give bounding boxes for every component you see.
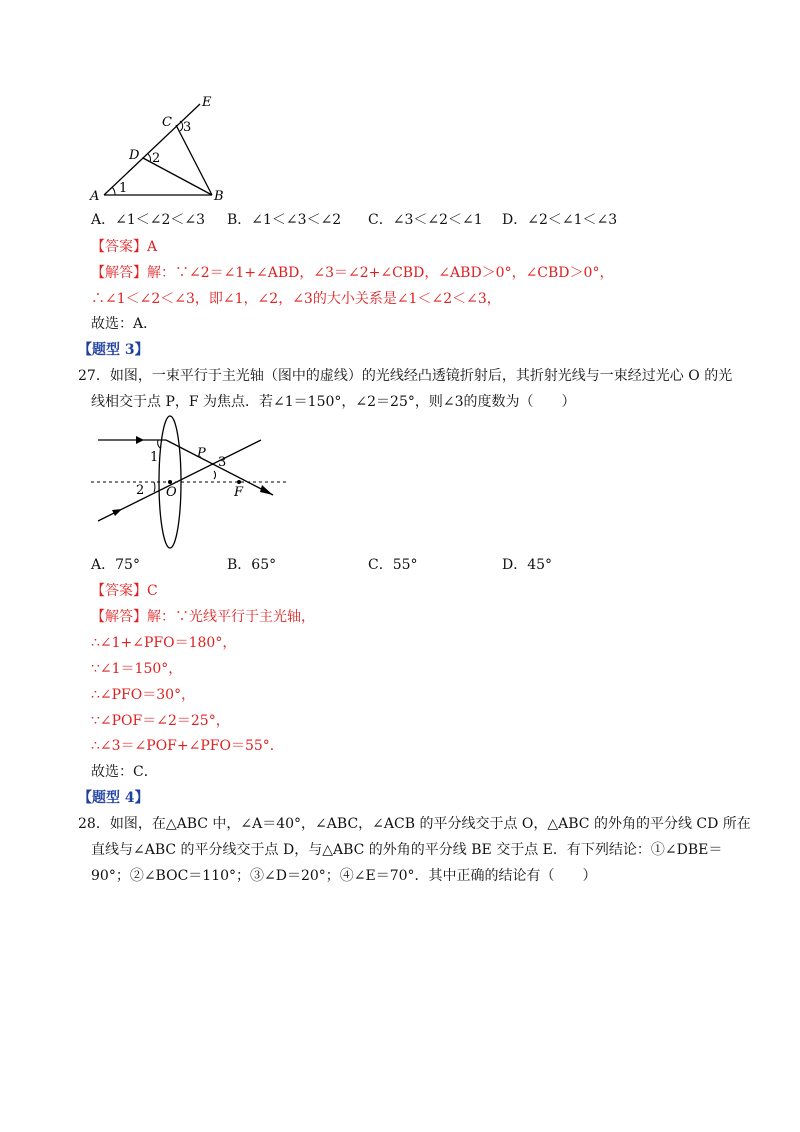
label-F: F [234,485,244,500]
label-D: D [129,148,140,163]
point-O [168,480,172,484]
q27-text-line-1: 27．如图，一束平行于主光轴（图中的虚线）的光线经凸透镜折射后，其折射光线与一束经过光心 O 的光 [78,368,733,384]
label-2: 2 [136,483,145,498]
q26-option-a: A．∠1＜∠2＜∠3 [91,212,206,228]
arrow-center-ray [112,509,122,516]
q27-option-b: B．65° [227,557,277,573]
section-heading-3: 【题型 3】 [78,342,149,358]
q26-answer: 【答案】A [91,239,158,255]
label-P: P [197,446,206,461]
q27-option-a: A．75° [91,557,140,573]
angle-arc-2 [154,482,155,492]
point-F [237,480,241,484]
label-B: B [214,189,224,204]
line-CB [176,125,212,195]
arrow-refracted [260,485,273,495]
label-E: E [202,95,212,110]
label-A: A [90,189,100,204]
q27-solution-line-3: ∵∠1＝150°， [91,661,183,677]
label-3: 3 [183,120,192,135]
label-3: 3 [218,455,227,470]
label-2: 2 [152,151,161,166]
q27-solution-line-6: ∴∠3＝∠POF+∠PFO＝55°． [91,738,284,754]
q26-solution-line-2: ∴∠1＜∠2＜∠3，即∠1，∠2，∠3的大小关系是∠1＜∠2＜∠3， [91,291,501,307]
label-1: 1 [119,181,128,196]
q28-text-line-2: 直线与∠ABC 的平分线交于点 D，与△ABC 的外角的平分线 BE 交于点 E．有下列结论：①∠DBE＝ [91,842,723,858]
q27-solution-line-2: ∴∠1+∠PFO＝180°， [91,635,237,651]
angle-arc-3 [214,471,216,479]
label-C: C [162,115,172,130]
q27-answer: 【答案】C [91,583,158,599]
label-O: O [166,485,177,500]
arrow-incident [136,436,144,444]
q26-solution-line-1: 【解答】解：∵∠2＝∠1+∠ABD，∠3＝∠2+∠CBD，∠ABD＞0°，∠CBD＞0°， [91,265,614,281]
q26-option-b: B．∠1＜∠3＜∠2 [227,212,342,228]
lens-figure [86,415,291,553]
q27-solution-line-7: 故选：C． [91,764,158,780]
q26-option-d: D．∠2＜∠1＜∠3 [502,212,618,228]
angle-arc-1 [158,440,160,448]
q27-solution-line-1: 【解答】解：∵光线平行于主光轴， [91,609,315,625]
q26-option-c: C．∠3＜∠2＜∠1 [368,212,483,228]
q27-text-line-2: 线相交于点 P，F 为焦点．若∠1＝150°，∠2＝25°，则∠3的度数为（ ） [91,394,576,410]
label-1: 1 [150,450,159,465]
q27-solution-line-5: ∵∠POF＝∠2＝25°， [91,713,230,729]
triangle-figure [86,92,236,204]
angle-arc-1 [112,187,115,195]
q28-text-line-3: 90°；②∠BOC＝110°；③∠D＝20°；④∠E＝70°．其中正确的结论有（ ） [91,868,597,884]
q27-option-c: C．55° [368,557,418,573]
q27-option-d: D．45° [502,557,553,573]
q28-text-line-1: 28．如图，在△ABC 中，∠A＝40°，∠ABC，∠ACB 的平分线交于点 O，△ABC 的外角的平分线 CD 所在 [78,816,751,832]
section-heading-4: 【题型 4】 [78,790,149,806]
q27-solution-line-4: ∴∠PFO＝30°， [91,687,196,703]
q26-solution-line-3: 故选：A． [91,316,158,332]
